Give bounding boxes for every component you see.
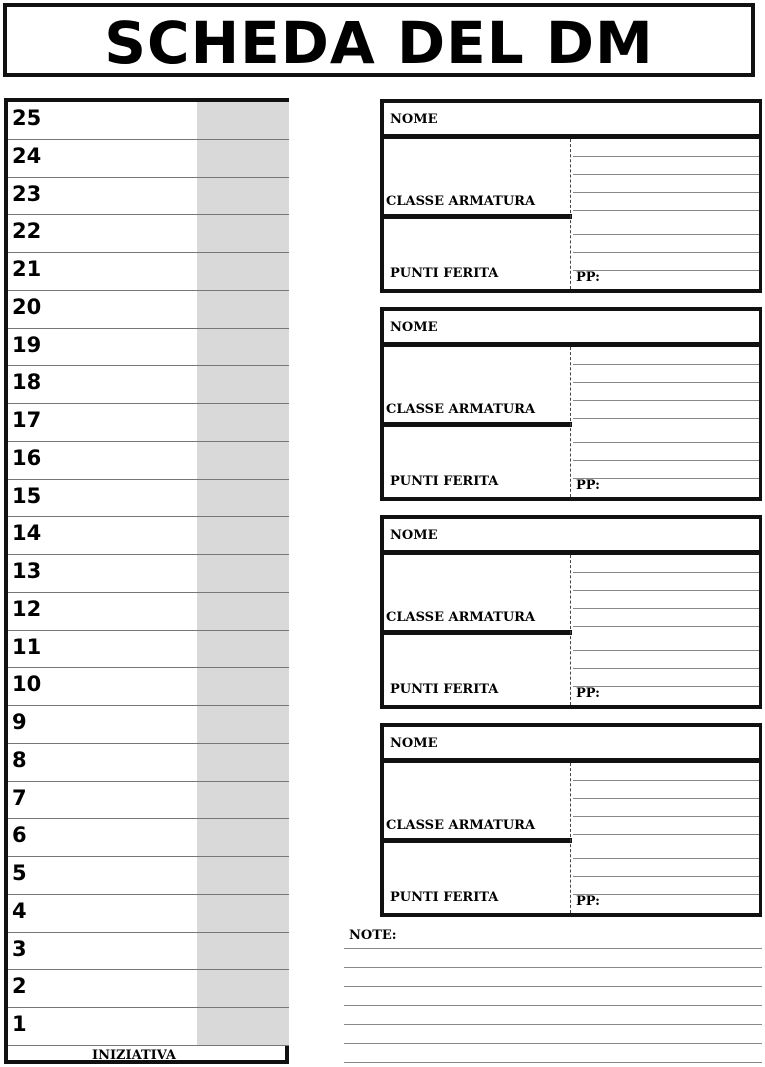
note-line[interactable] <box>344 986 762 987</box>
card-divider <box>380 214 572 219</box>
card-write-line[interactable] <box>573 174 759 175</box>
card-write-line[interactable] <box>573 460 759 461</box>
initiative-number: 23 <box>12 181 42 206</box>
card-write-line[interactable] <box>573 650 759 651</box>
notes-label: NOTE: <box>349 928 397 943</box>
initiative-number: 4 <box>12 898 27 923</box>
initiative-row[interactable] <box>8 631 289 669</box>
card-hp-label: PUNTI FERITA <box>390 266 499 281</box>
initiative-number: 18 <box>12 370 42 395</box>
card-ac-label: CLASSE ARMATURA <box>386 194 536 209</box>
card-write-line[interactable] <box>573 626 759 627</box>
card-write-line[interactable] <box>573 442 759 443</box>
initiative-tracker <box>4 98 289 1064</box>
card-write-line[interactable] <box>573 590 759 591</box>
card-name-label: NOME <box>390 528 438 543</box>
title-box <box>3 3 755 77</box>
initiative-row[interactable] <box>8 706 289 744</box>
page-title: SCHEDA DEL DM <box>104 9 654 77</box>
note-line[interactable] <box>344 948 762 949</box>
initiative-row[interactable] <box>8 819 289 857</box>
card-divider <box>380 630 572 635</box>
initiative-row[interactable] <box>8 593 289 631</box>
card-write-line[interactable] <box>573 798 759 799</box>
card-pp-label: PP: <box>576 270 600 285</box>
initiative-row[interactable] <box>8 668 289 706</box>
card-write-line[interactable] <box>573 834 759 835</box>
initiative-row[interactable] <box>8 291 289 329</box>
card-write-line[interactable] <box>573 210 759 211</box>
monster-card <box>380 99 762 293</box>
card-write-line[interactable] <box>573 894 759 895</box>
card-divider <box>380 422 572 427</box>
card-column-divider <box>570 763 573 913</box>
card-write-line[interactable] <box>573 816 759 817</box>
note-line[interactable] <box>344 1005 762 1006</box>
card-write-line[interactable] <box>573 608 759 609</box>
card-write-line[interactable] <box>573 192 759 193</box>
card-write-line[interactable] <box>573 572 759 573</box>
initiative-row[interactable] <box>8 782 289 820</box>
card-ac-label: CLASSE ARMATURA <box>386 402 536 417</box>
card-hp-label: PUNTI FERITA <box>390 682 499 697</box>
initiative-number: 1 <box>12 1012 27 1037</box>
initiative-row[interactable] <box>8 970 289 1008</box>
card-write-line[interactable] <box>573 364 759 365</box>
card-hp-label: PUNTI FERITA <box>390 890 499 905</box>
card-column-divider <box>570 555 573 705</box>
card-hp-label: PUNTI FERITA <box>390 474 499 489</box>
initiative-row[interactable] <box>8 404 289 442</box>
initiative-number: 11 <box>12 634 42 659</box>
initiative-number: 17 <box>12 408 42 433</box>
monster-card <box>380 307 762 501</box>
card-ac-label: CLASSE ARMATURA <box>386 818 536 833</box>
initiative-row[interactable] <box>8 178 289 216</box>
note-line[interactable] <box>344 967 762 968</box>
initiative-number: 12 <box>12 596 42 621</box>
initiative-number: 3 <box>12 936 27 961</box>
initiative-number: 21 <box>12 257 42 282</box>
initiative-number: 2 <box>12 974 27 999</box>
initiative-row[interactable] <box>8 215 289 253</box>
card-pp-label: PP: <box>576 894 600 909</box>
monster-card <box>380 515 762 709</box>
initiative-number: 14 <box>12 521 42 546</box>
card-write-line[interactable] <box>573 686 759 687</box>
initiative-row[interactable] <box>8 555 289 593</box>
note-line[interactable] <box>344 1062 762 1063</box>
initiative-row[interactable] <box>8 366 289 404</box>
initiative-row[interactable] <box>8 442 289 480</box>
initiative-number: 8 <box>12 747 27 772</box>
initiative-number: 20 <box>12 294 42 319</box>
initiative-row[interactable] <box>8 140 289 178</box>
card-write-line[interactable] <box>573 400 759 401</box>
note-line[interactable] <box>344 1024 762 1025</box>
card-write-line[interactable] <box>573 418 759 419</box>
card-write-line[interactable] <box>573 858 759 859</box>
card-write-line[interactable] <box>573 478 759 479</box>
initiative-number: 24 <box>12 143 42 168</box>
card-write-line[interactable] <box>573 876 759 877</box>
initiative-number: 9 <box>12 710 27 735</box>
initiative-label: INIZIATIVA <box>92 1048 176 1063</box>
initiative-number: 13 <box>12 559 42 584</box>
initiative-row[interactable] <box>8 253 289 291</box>
initiative-number: 5 <box>12 861 27 886</box>
initiative-row[interactable] <box>8 857 289 895</box>
initiative-row[interactable] <box>8 1008 289 1046</box>
card-name-label: NOME <box>390 112 438 127</box>
card-column-divider <box>570 347 573 497</box>
card-write-line[interactable] <box>573 156 759 157</box>
initiative-row[interactable] <box>8 102 289 140</box>
initiative-row[interactable] <box>8 744 289 782</box>
card-pp-label: PP: <box>576 686 600 701</box>
initiative-number: 7 <box>12 785 27 810</box>
initiative-row[interactable] <box>8 517 289 555</box>
initiative-number: 25 <box>12 106 42 130</box>
card-write-line[interactable] <box>573 668 759 669</box>
card-ac-label: CLASSE ARMATURA <box>386 610 536 625</box>
initiative-row[interactable] <box>8 480 289 518</box>
initiative-number: 10 <box>12 672 42 697</box>
card-name-label: NOME <box>390 736 438 751</box>
card-name-label: NOME <box>390 320 438 335</box>
card-write-line[interactable] <box>573 270 759 271</box>
card-column-divider <box>570 139 573 289</box>
initiative-number: 6 <box>12 823 27 848</box>
note-line[interactable] <box>344 1043 762 1044</box>
initiative-row[interactable] <box>8 933 289 971</box>
monster-card <box>380 723 762 917</box>
card-write-line[interactable] <box>573 234 759 235</box>
card-pp-label: PP: <box>576 478 600 493</box>
initiative-row[interactable] <box>8 895 289 933</box>
initiative-number: 16 <box>12 445 42 470</box>
initiative-row[interactable] <box>8 329 289 367</box>
card-divider <box>380 838 572 843</box>
initiative-number: 15 <box>12 483 42 508</box>
initiative-number: 22 <box>12 219 42 244</box>
card-write-line[interactable] <box>573 252 759 253</box>
card-write-line[interactable] <box>573 780 759 781</box>
initiative-number: 19 <box>12 332 42 357</box>
card-write-line[interactable] <box>573 382 759 383</box>
